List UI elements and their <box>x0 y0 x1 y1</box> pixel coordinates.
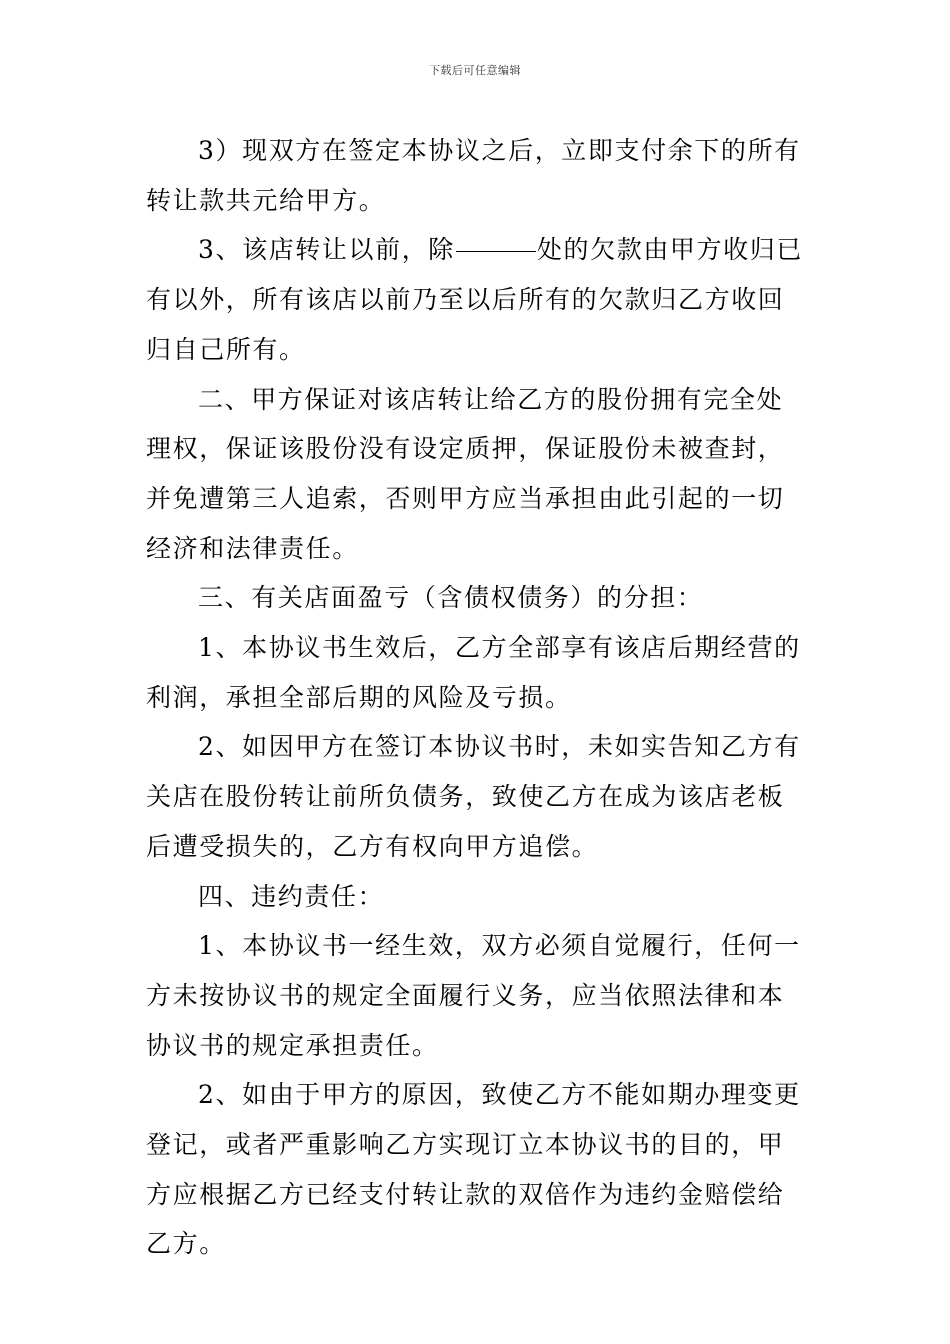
paragraph-text-before-blank: 3、该店转让以前，除 <box>198 235 455 265</box>
paragraph-section-four-heading: 四、违约责任： <box>198 881 385 911</box>
paragraph-liquidated-damages: 2、如由于甲方的原因，致使乙方不能如期办理变更登记，或者严重影响乙方实现订立本协议书的目的，甲方应根据乙方已经支付转让款的双倍作为违约金赔偿给乙方。 <box>146 1080 801 1259</box>
paragraph-profit-sharing: 1、本协议书生效后，乙方全部享有该店后期经营的利润，承担全部后期的风险及亏损。 <box>146 633 801 712</box>
paragraph-section-three-heading: 三、有关店面盈亏（含债权债务）的分担： <box>198 583 704 613</box>
document-body <box>146 126 808 1269</box>
page-header-note: 下载后可任意编辑 <box>429 64 521 77</box>
fill-in-blank-line <box>456 250 536 252</box>
paragraph-undisclosed-debts: 2、如因甲方在签订本协议书时，未如实告知乙方有关店在股份转让前所负债务，致使乙方在成为该店老板后遭受损失的，乙方有权向甲方追偿。 <box>146 732 801 861</box>
paragraph-section-two-guarantee: 二、甲方保证对该店转让给乙方的股份拥有完全处理权，保证该股份没有设定质押，保证股份未被查封，并免遭第三人追索，否则甲方应当承担由此引起的一切经济和法律责任。 <box>146 384 785 563</box>
paragraph-text-after-blank: 处的欠款由甲方收归已有以外，所有该店以前乃至以后所有的欠款归乙方收回归自己所有。 <box>146 235 803 364</box>
paragraph-debts-before-transfer <box>146 225 808 374</box>
paragraph-performance-obligation: 1、本协议书一经生效，双方必须自觉履行，任何一方未按协议书的规定全面履行义务，应当依照法律和本协议书的规定承担责任。 <box>146 931 801 1060</box>
paragraph-payment-balance: 3）现双方在签定本协议之后，立即支付余下的所有转让款共元给甲方。 <box>146 136 801 215</box>
